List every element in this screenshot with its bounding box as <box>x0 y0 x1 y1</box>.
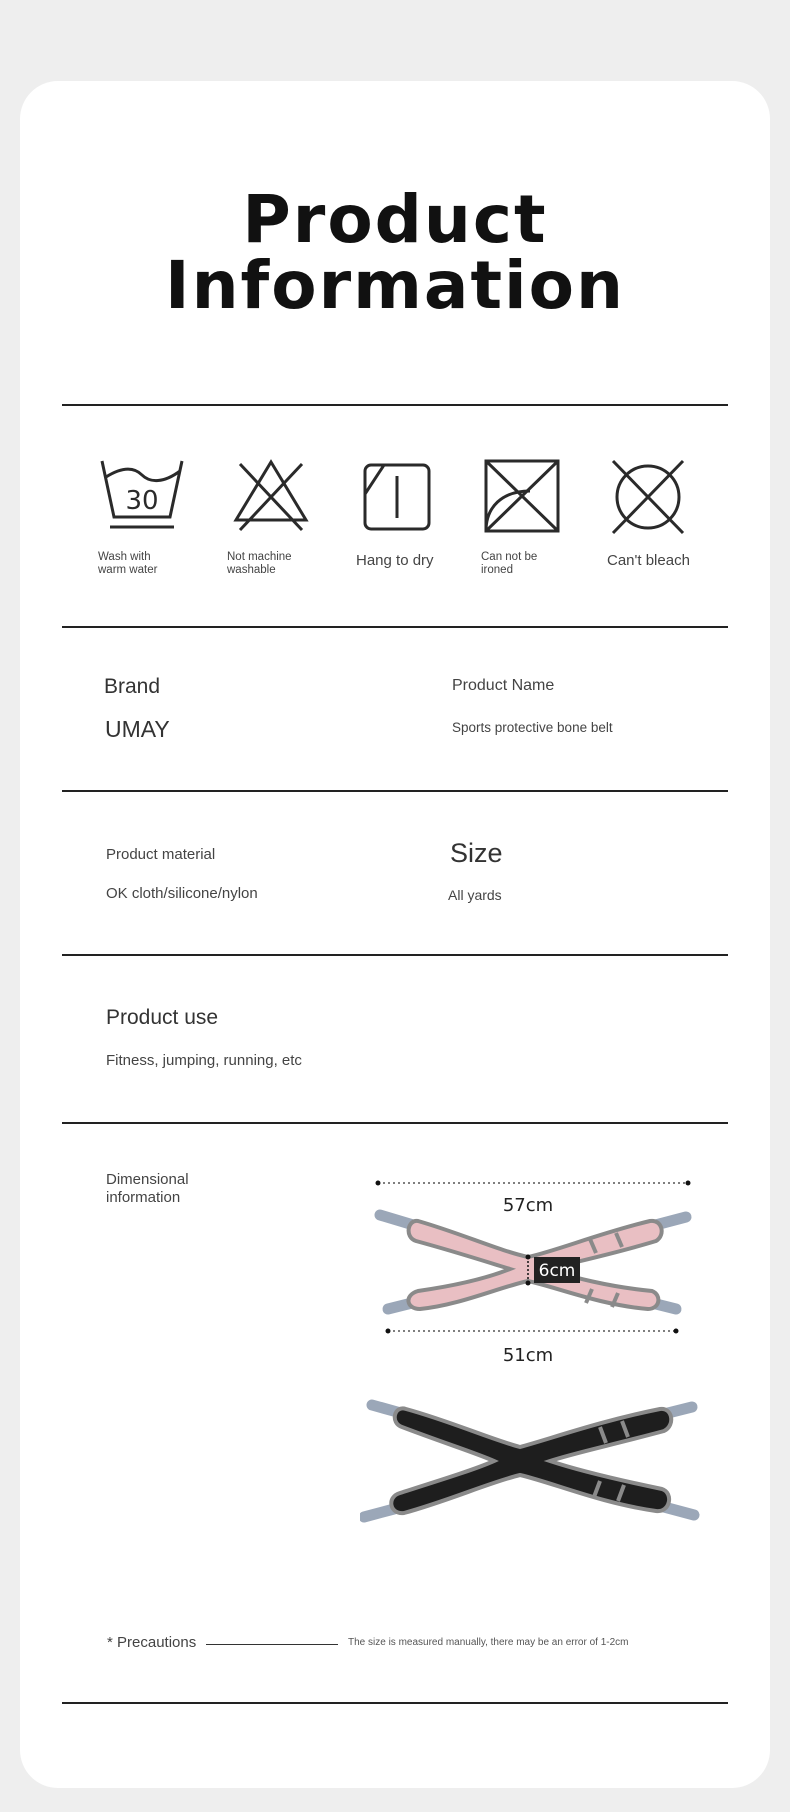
wash-30-icon <box>100 457 184 533</box>
use-label: Product use <box>106 1006 219 1029</box>
page-title-line2: Information <box>165 247 625 324</box>
brand-value: UMAY <box>105 716 170 742</box>
precautions-note: The size is measured manually, there may be an error of 1-2cm <box>348 1637 629 1648</box>
divider <box>62 790 728 792</box>
product-name-value: Sports protective bone belt <box>452 720 613 735</box>
wash-temperature: 30 <box>125 486 159 516</box>
measure-dot <box>674 1329 679 1334</box>
info-card <box>20 81 770 1788</box>
strap-end <box>664 1507 694 1515</box>
material-value: OK cloth/silicone/nylon <box>106 885 258 902</box>
material-label: Product material <box>106 846 216 863</box>
divider <box>62 1702 728 1704</box>
hang-dry-label: Hang to dry <box>356 552 434 569</box>
divider <box>62 1122 728 1124</box>
dimension-label: Dimensional information <box>106 1171 189 1206</box>
black-belt <box>391 1408 671 1513</box>
top-width-label: 57cm <box>502 1195 554 1216</box>
brand-label: Brand <box>104 675 161 698</box>
no-bleach-icon <box>609 459 687 535</box>
size-label: Size <box>450 838 503 868</box>
precautions-label: * Precautions <box>107 1634 197 1651</box>
measure-dot <box>376 1181 381 1186</box>
no-bleach-label: Can't bleach <box>607 552 690 569</box>
measure-dot <box>686 1181 691 1186</box>
no-machine-label: Not machine washable <box>227 551 292 576</box>
product-name-label: Product Name <box>452 677 555 694</box>
no-iron-icon <box>482 457 562 535</box>
measure-dot <box>526 1281 531 1286</box>
strap-end <box>364 1509 394 1517</box>
divider <box>62 954 728 956</box>
divider <box>62 626 728 628</box>
measure-dot <box>526 1255 531 1260</box>
center-width-label: 6cm <box>538 1261 576 1281</box>
bottom-width-label: 51cm <box>502 1345 554 1366</box>
use-value: Fitness, jumping, running, etc <box>106 1052 302 1069</box>
measure-dot <box>386 1329 391 1334</box>
no-machine-wash-icon <box>232 458 310 534</box>
black-belt-image <box>360 1397 720 1537</box>
divider <box>62 404 728 406</box>
dimension-diagram <box>360 1171 720 1371</box>
hang-dry-icon <box>362 462 432 532</box>
size-value: All yards <box>448 887 502 903</box>
no-iron-label: Can not be ironed <box>481 551 538 576</box>
page-title-line1: Product <box>242 181 548 258</box>
precautions-line <box>206 1644 338 1645</box>
wash-label: Wash with warm water <box>98 551 158 576</box>
